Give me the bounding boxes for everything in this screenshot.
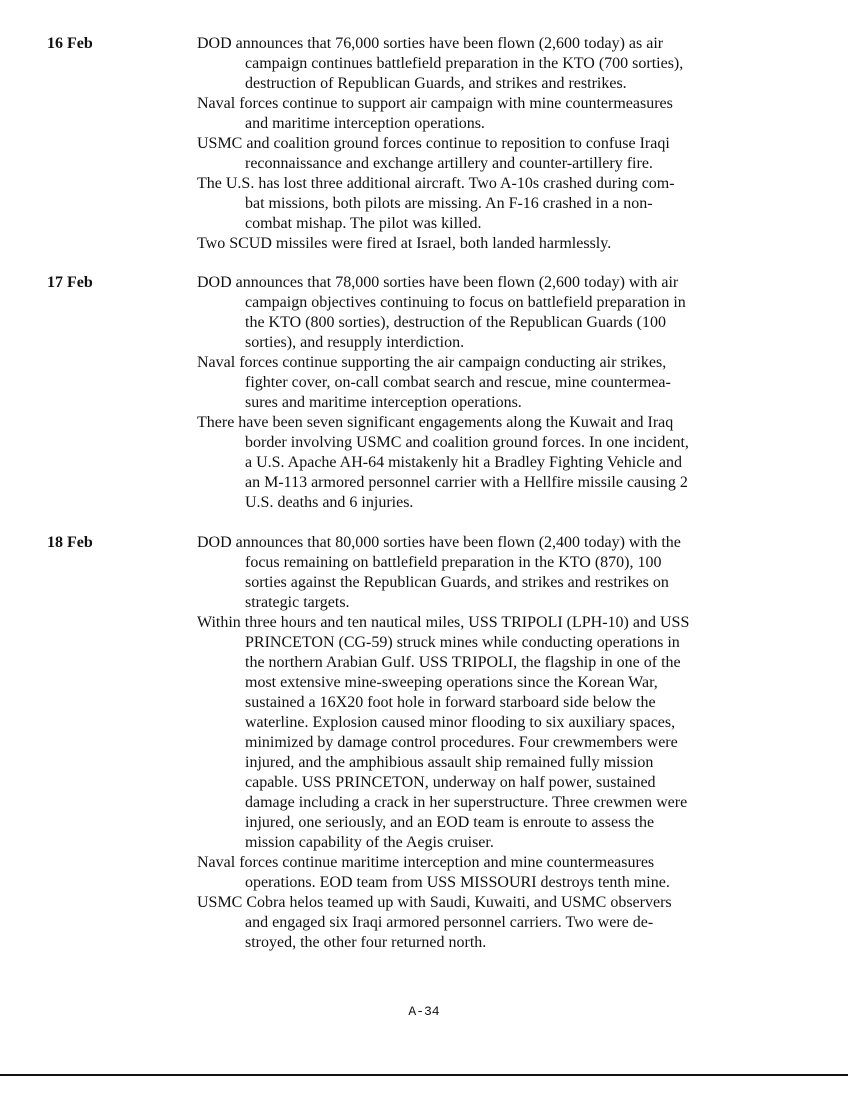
entry-paragraph xyxy=(197,853,797,893)
entry-paragraph xyxy=(197,533,797,613)
text-line: There have been seven significant engagements along the Kuwait and Iraq xyxy=(197,414,674,431)
text-line: fighter cover, on-call combat search and rescue, mine countermea- xyxy=(245,374,671,391)
text-line: and maritime interception operations. xyxy=(245,115,485,132)
text-line: U.S. deaths and 6 injuries. xyxy=(245,494,414,511)
text-line: DOD announces that 80,000 sorties have been flown (2,400 today) with the xyxy=(197,534,681,551)
text-line: Two SCUD missiles were fired at Israel, both landed harmlessly. xyxy=(197,235,612,252)
entry-paragraph xyxy=(197,174,797,234)
text-line: reconnaissance and exchange artillery and counter-artillery fire. xyxy=(245,155,653,172)
text-line: damage including a crack in her superstructure. Three crewmen were xyxy=(245,794,688,811)
text-line: campaign continues battlefield preparation in the KTO (700 sorties), xyxy=(245,55,684,72)
text-line: campaign objectives continuing to focus on battlefield preparation in xyxy=(245,294,686,311)
text-line: border involving USMC and coalition ground forces. In one incident, xyxy=(245,434,689,451)
text-line: destruction of Republican Guards, and strikes and restrikes. xyxy=(245,75,627,92)
text-line: the northern Arabian Gulf. USS TRIPOLI, the flagship in one of the xyxy=(245,654,681,671)
entry-paragraph xyxy=(197,34,797,94)
text-line: injured, one seriously, and an EOD team is enroute to assess the xyxy=(245,814,655,831)
text-line: capable. USS PRINCETON, underway on half power, sustained xyxy=(245,774,656,791)
text-line: DOD announces that 76,000 sorties have been flown (2,600 today) as air xyxy=(197,35,664,52)
text-line: a U.S. Apache AH-64 mistakenly hit a Bradley Fighting Vehicle and xyxy=(245,454,682,471)
text-line: and engaged six Iraqi armored personnel carriers. Two were de- xyxy=(245,914,654,931)
text-line: injured, and the amphibious assault ship remained fully mission xyxy=(245,754,654,771)
entry-paragraph xyxy=(197,134,797,174)
text-line: stroyed, the other four returned north. xyxy=(245,934,487,951)
entry-paragraph xyxy=(197,234,797,254)
text-line: the KTO (800 sorties), destruction of the Republican Guards (100 xyxy=(245,314,666,331)
text-line: Naval forces continue to support air campaign with mine countermeasures xyxy=(197,95,673,112)
entry-paragraph xyxy=(197,413,797,513)
bottom-rule xyxy=(0,1074,848,1076)
text-line: strategic targets. xyxy=(245,594,350,611)
entry-body xyxy=(197,34,797,254)
text-line: The U.S. has lost three additional aircraft. Two A-10s crashed during com- xyxy=(197,175,675,192)
text-line: USMC and coalition ground forces continue to reposition to confuse Iraqi xyxy=(197,135,670,152)
entry-paragraph xyxy=(197,893,797,953)
entry-date: 16 Feb xyxy=(47,35,93,52)
entry-paragraph xyxy=(197,273,797,353)
text-line: Naval forces continue maritime interception and mine countermeasures xyxy=(197,854,655,871)
text-line: sorties), and resupply interdiction. xyxy=(245,334,465,351)
text-line: minimized by damage control procedures. Four crewmembers were xyxy=(245,734,678,751)
text-line: waterline. Explosion caused minor flooding to six auxiliary spaces, xyxy=(245,714,676,731)
text-line: mission capability of the Aegis cruiser. xyxy=(245,834,494,851)
text-line: combat mishap. The pilot was killed. xyxy=(245,215,482,232)
entry-date: 18 Feb xyxy=(47,534,93,551)
entry-paragraph xyxy=(197,353,797,413)
text-line: sorties against the Republican Guards, and strikes and restrikes on xyxy=(245,574,669,591)
entry-body xyxy=(197,533,797,953)
entry-paragraph xyxy=(197,613,797,853)
text-line: an M-113 armored personnel carrier with a Hellfire missile causing 2 xyxy=(245,474,688,491)
entry-paragraph xyxy=(197,94,797,134)
entry-body xyxy=(197,273,797,513)
text-line: operations. EOD team from USS MISSOURI destroys tenth mine. xyxy=(245,874,670,891)
text-line: DOD announces that 78,000 sorties have been flown (2,600 today) with air xyxy=(197,274,679,291)
text-line: bat missions, both pilots are missing. An F-16 crashed in a non- xyxy=(245,195,653,212)
text-line: sures and maritime interception operations. xyxy=(245,394,522,411)
page-number: A-34 xyxy=(408,1004,440,1019)
text-line: sustained a 16X20 foot hole in forward starboard side below the xyxy=(245,694,656,711)
text-line: PRINCETON (CG-59) struck mines while conducting operations in xyxy=(245,634,680,651)
text-line: most extensive mine-sweeping operations since the Korean War, xyxy=(245,674,658,691)
text-line: Naval forces continue supporting the air campaign conducting air strikes, xyxy=(197,354,667,371)
text-line: focus remaining on battlefield preparation in the KTO (870), 100 xyxy=(245,554,662,571)
entry-date: 17 Feb xyxy=(47,274,93,291)
text-line: Within three hours and ten nautical miles, USS TRIPOLI (LPH-10) and USS xyxy=(197,614,690,631)
text-line: USMC Cobra helos teamed up with Saudi, Kuwaiti, and USMC observers xyxy=(197,894,672,911)
